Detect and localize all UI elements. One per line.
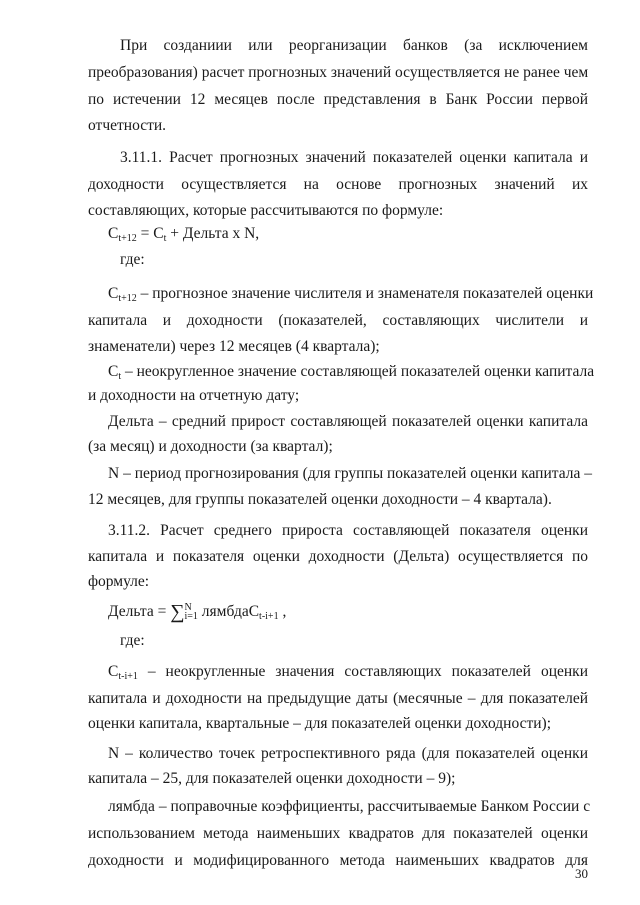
where-label: где: (120, 251, 145, 268)
paragraph-line: оценки капитала, квартальные – для показателей оценки доходности); (88, 715, 552, 732)
paragraph-line: формуле: (88, 573, 150, 590)
paragraph-line: преобразования) расчет прогнозных значений осуществляется не ранее чем (88, 64, 589, 81)
paragraph-line: капитала и показателя оценки доходности (Дельта) осуществляется по (88, 548, 588, 565)
formula-lhs: Дельта = (108, 603, 171, 620)
paragraph-line: отчетности. (88, 117, 167, 134)
sigma-icon: ∑ (170, 601, 185, 623)
paragraph-line: знаменатели) через 12 месяцев (4 квартала); (88, 338, 380, 355)
def-text: – неокругленные значения составляющих показателей оценки (137, 663, 588, 680)
formula-delta (108, 600, 588, 624)
paragraph-line: капитала и доходности на предыдущие даты (месячные – для показателей (88, 690, 588, 707)
paragraph-line: При созданиии или реорганизации банков (за исключением (120, 37, 588, 54)
paragraph-line: доходности и модифицированного метода наименьших квадратов для (88, 852, 588, 869)
paragraph-line: доходности осуществляется на основе прогнозных значений их (88, 176, 588, 193)
formula-tail: , (278, 603, 287, 620)
paragraph-line: (за месяц) и доходности (за квартал); (88, 438, 333, 455)
paragraph-line: 3.11.1. Расчет прогнозных значений показателей оценки капитала и (120, 149, 588, 166)
paragraph-line: Дельта – средний прирост составляющей показателей оценки капитала (108, 413, 588, 430)
formula-body: лямбдаC (197, 603, 260, 620)
paragraph-line: по истечении 12 месяцев после представления в Банк России первой (88, 91, 588, 108)
paragraph-line: N – количество точек ретроспективного ряда (для показателей оценки (108, 745, 588, 762)
formula-var: C (108, 225, 119, 242)
def-text: – неокругленное значение составляющей показателей оценки капитала (121, 363, 595, 380)
formula-subscript: t-i+1 (259, 611, 279, 622)
paragraph-line: и доходности на отчетную дату; (88, 387, 300, 404)
def-subscript: t+12 (118, 293, 137, 304)
formula-eq: = C (136, 225, 164, 242)
paragraph-line: лямбда – поправочные коэффициенты, рассчитываемые Банком России с (108, 798, 591, 815)
paragraph-line: N – период прогнозирования (для группы показателей оценки капитала – (108, 465, 592, 482)
paragraph-line: составляющих, которые рассчитываются по формуле: (88, 202, 444, 219)
formula-subscript: t+12 (118, 233, 137, 244)
def-text: – прогнозное значение числителя и знаменателя показателей оценки (136, 285, 594, 302)
formula-rest: + Дельта x N, (166, 225, 260, 242)
def-var: C (108, 663, 119, 680)
page-number: 30 (575, 866, 588, 881)
paragraph-line: капитала и доходности (показателей, составляющих числители и (88, 312, 588, 329)
def-subscript: t (118, 371, 122, 382)
paragraph-line: 12 месяцев, для группы показателей оценки доходности – 4 квартала). (88, 491, 552, 508)
paragraph-line: использованием метода наименьших квадратов для показателей оценки (88, 825, 588, 842)
def-var: C (108, 285, 119, 302)
def-var: C (108, 363, 119, 380)
formula-superscript: N (184, 602, 192, 614)
definition-line (108, 662, 588, 684)
definition-line (108, 362, 595, 384)
paragraph-line: 3.11.2. Расчет среднего прироста составляющей показателя оценки (108, 522, 588, 539)
paragraph-line: капитала – 25, для показателей оценки доходности – 9); (88, 770, 456, 787)
formula-subscript: i=1 (184, 611, 198, 623)
def-subscript: t-i+1 (118, 671, 138, 682)
definition-line (108, 284, 594, 306)
formula-forecast (108, 224, 588, 246)
formula-subscript: t (163, 233, 167, 244)
where-label: где: (120, 632, 145, 649)
